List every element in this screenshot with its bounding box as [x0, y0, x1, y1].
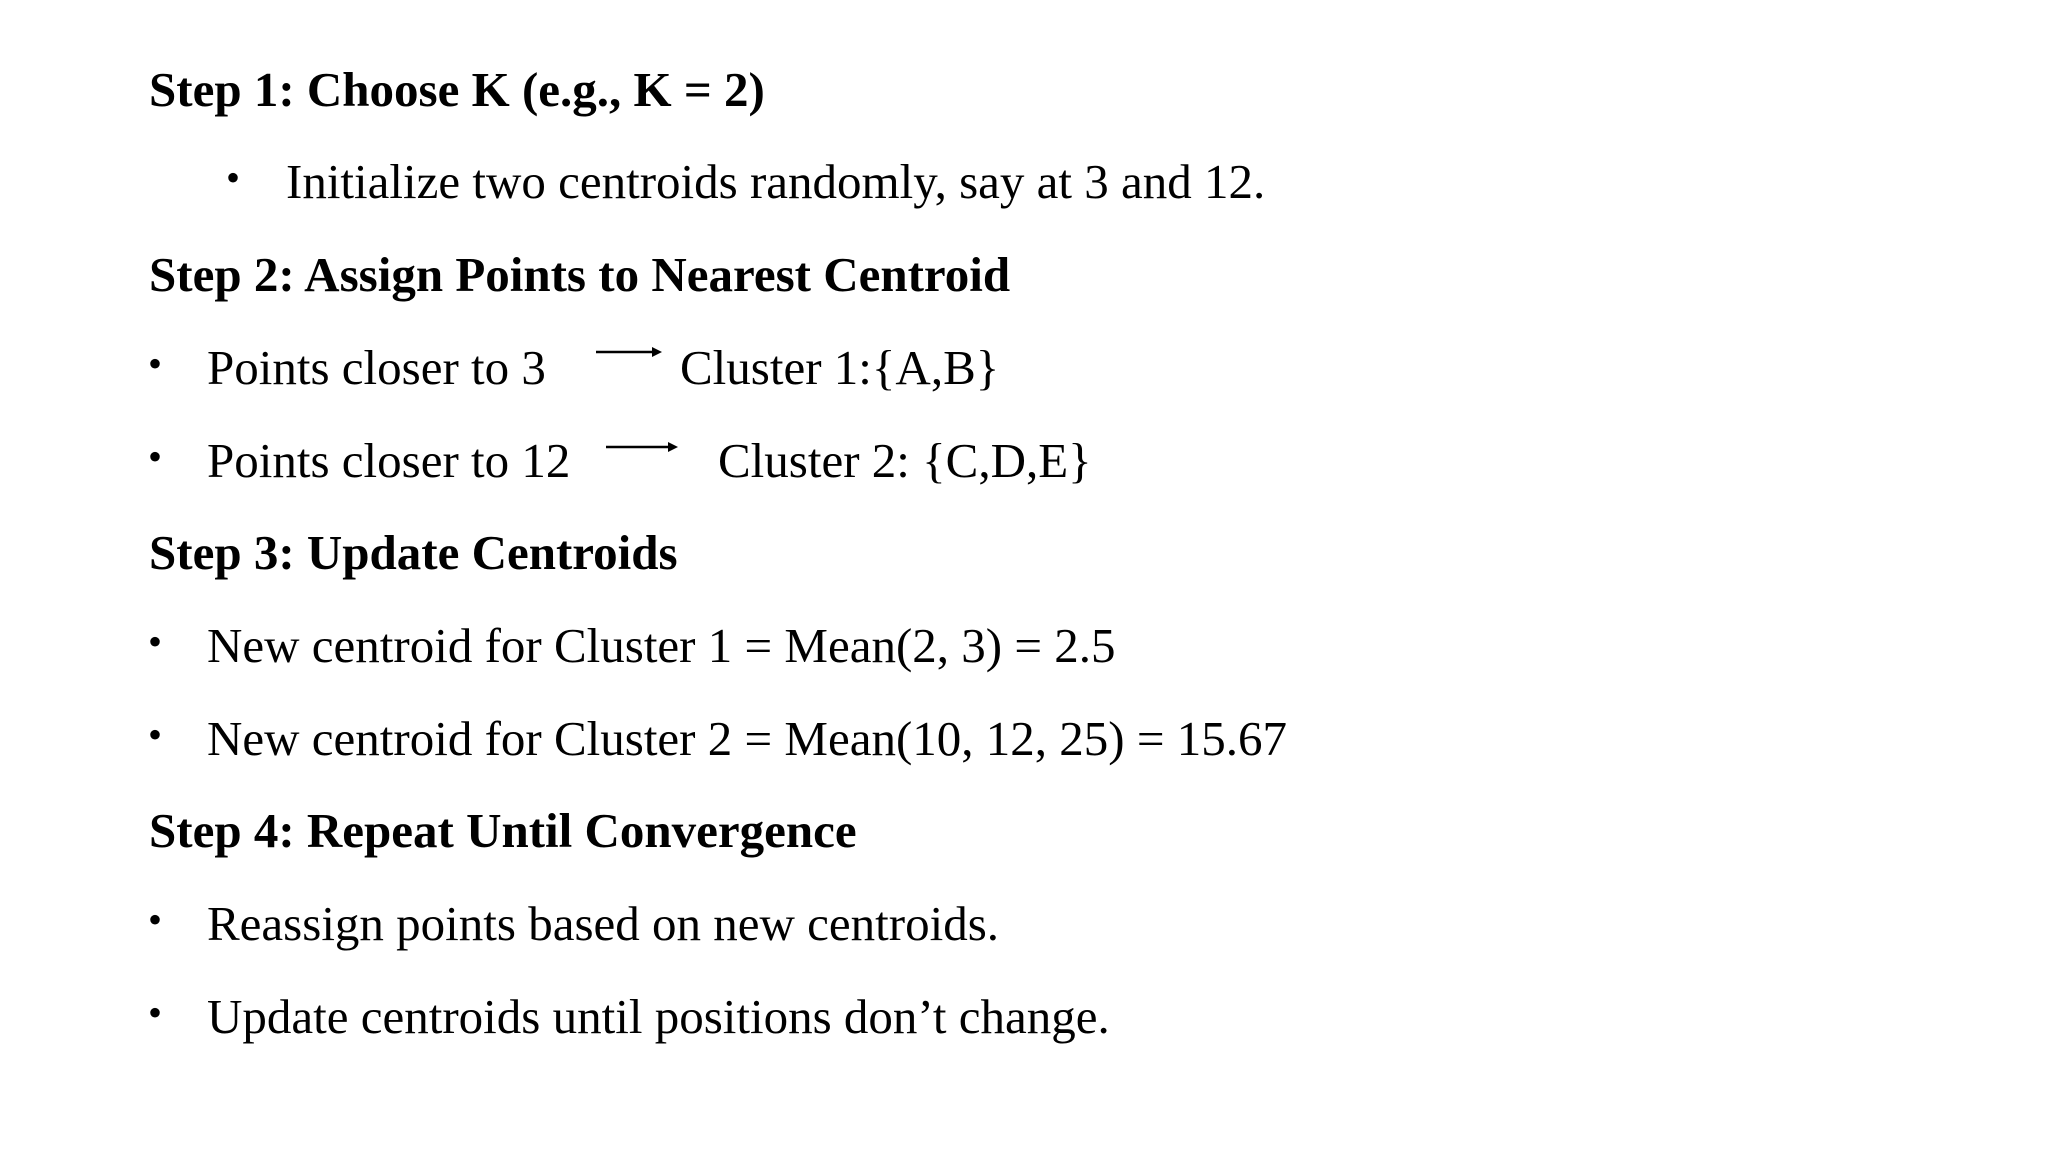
bullet-icon: •	[148, 341, 163, 386]
bullet-icon: •	[148, 897, 163, 942]
right-arrow-icon	[596, 345, 662, 359]
step-4-bullet-2: Update centroids until positions don’t change.	[207, 989, 1110, 1044]
bullet-icon: •	[148, 990, 163, 1035]
step-3-heading: Step 3: Update Centroids	[149, 525, 678, 580]
step-3-bullet-2: New centroid for Cluster 2 = Mean(10, 12, 25) = 15.67	[207, 711, 1287, 766]
step-1-heading: Step 1: Choose K (e.g., K = 2)	[149, 62, 765, 117]
step-2-bullet-1-left: Points closer to 3	[207, 340, 546, 395]
step-2-bullet-2-right: Cluster 2: {C,D,E}	[718, 433, 1092, 488]
step-1-bullet-1: Initialize two centroids randomly, say at 3 and 12.	[286, 154, 1266, 209]
bullet-icon: •	[148, 712, 163, 757]
right-arrow-icon	[606, 440, 678, 454]
step-4-bullet-1: Reassign points based on new centroids.	[207, 896, 1000, 951]
step-3-bullet-1: New centroid for Cluster 1 = Mean(2, 3) = 2.5	[207, 618, 1116, 673]
bullet-icon: •	[148, 619, 163, 664]
step-2-bullet-2-left: Points closer to 12	[207, 433, 571, 488]
step-2-heading: Step 2: Assign Points to Nearest Centroid	[149, 247, 1011, 302]
bullet-icon: •	[148, 434, 163, 479]
bullet-icon: •	[226, 155, 241, 200]
step-4-heading: Step 4: Repeat Until Convergence	[149, 803, 857, 858]
step-2-bullet-1-right: Cluster 1:{A,B}	[680, 340, 1000, 395]
